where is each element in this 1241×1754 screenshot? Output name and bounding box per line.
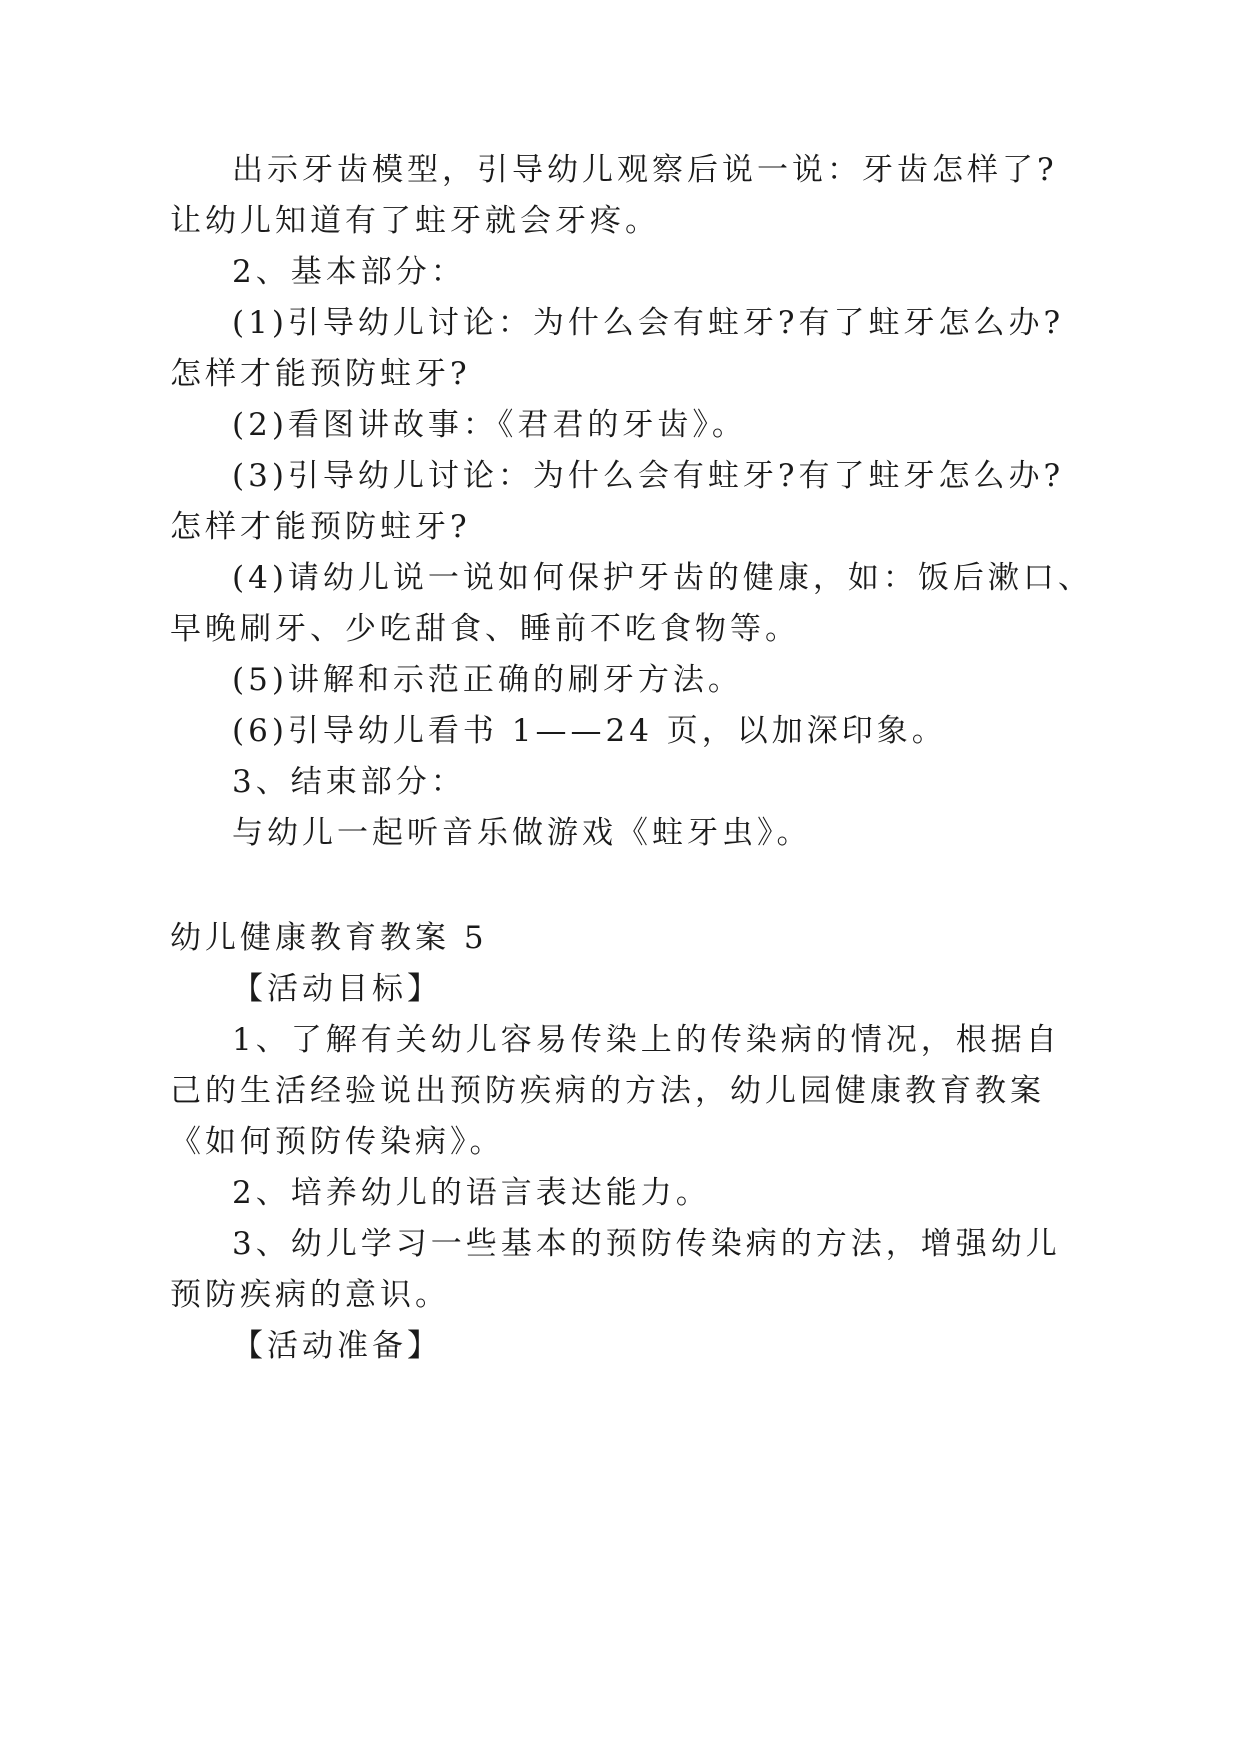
paragraph-line: (1)引导幼儿讨论：为什么会有蛀牙?有了蛀牙怎么办? (232, 305, 1065, 341)
paragraph-line: 3、幼儿学习一些基本的预防传染病的方法，增强幼儿 (232, 1226, 1061, 1262)
paragraph-line: (5)讲解和示范正确的刷牙方法。 (232, 662, 743, 698)
paragraph-line: 1、了解有关幼儿容易传染上的传染病的情况，根据自 (232, 1022, 1061, 1058)
paragraph-line: 己的生活经验说出预防疾病的方法，幼儿园健康教育教案 (170, 1073, 1045, 1109)
paragraph-line: (3)引导幼儿讨论：为什么会有蛀牙?有了蛀牙怎么办? (232, 458, 1065, 494)
paragraph-line: 出示牙齿模型，引导幼儿观察后说一说：牙齿怎样了? (232, 152, 1058, 188)
paragraph-line: (6)引导幼儿看书 1——24 页，以加深印象。 (232, 713, 947, 749)
paragraph-line: (2)看图讲故事：《君君的牙齿》。 (232, 407, 747, 443)
section-heading: 2、基本部分： (232, 254, 466, 290)
document-title: 幼儿健康教育教案 5 (170, 920, 488, 956)
paragraph-line: 与幼儿一起听音乐做游戏《蛀牙虫》。 (232, 815, 812, 851)
paragraph-line: 预防疾病的意识。 (170, 1277, 450, 1313)
paragraph-line: 怎样才能预防蛀牙? (170, 509, 471, 545)
paragraph-line: (4)请幼儿说一说如何保护牙齿的健康，如：饭后漱口、 (232, 560, 1093, 596)
paragraph-line: 怎样才能预防蛀牙? (170, 356, 471, 392)
section-heading: 【活动准备】 (232, 1328, 442, 1364)
section-heading: 【活动目标】 (232, 971, 442, 1007)
section-heading: 3、结束部分： (232, 764, 466, 800)
paragraph-line: 让幼儿知道有了蛀牙就会牙疼。 (170, 203, 660, 239)
paragraph-line: 早晚刷牙、少吃甜食、睡前不吃食物等。 (170, 611, 800, 647)
paragraph-line: 2、培养幼儿的语言表达能力。 (232, 1175, 711, 1211)
paragraph-line: 《如何预防传染病》。 (170, 1124, 505, 1160)
